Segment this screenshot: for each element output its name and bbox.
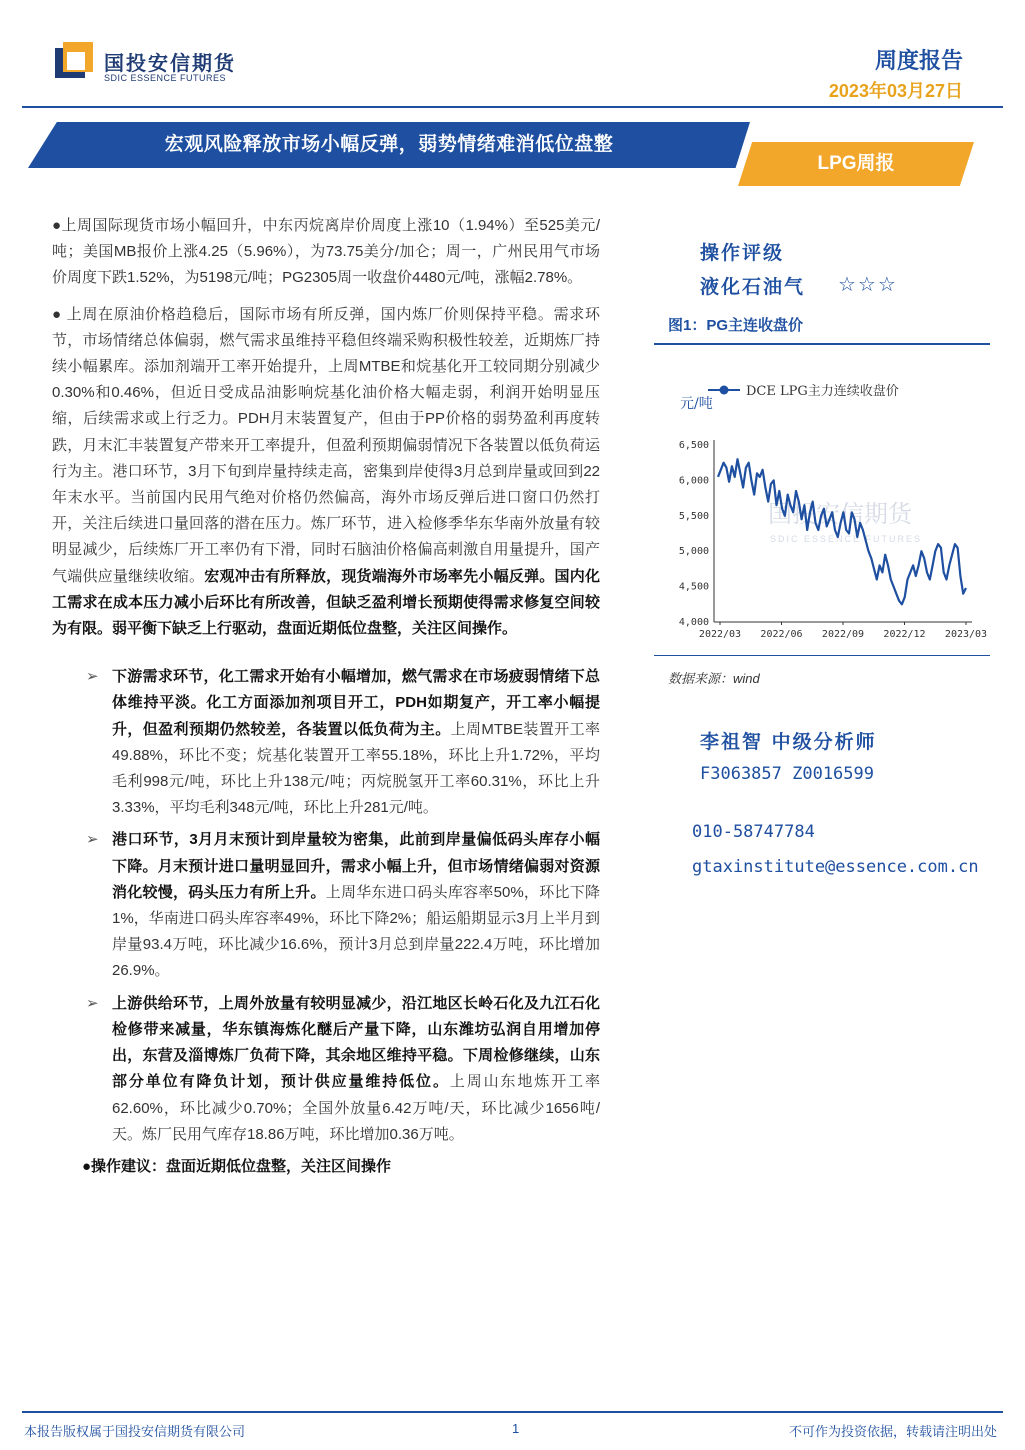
disclaimer: 不可作为投资依据，转载请注明出处 <box>788 1424 997 1439</box>
x-tick-label: 2022/12 <box>883 629 926 640</box>
series-line-lpg <box>718 459 966 604</box>
analysis-text: ● 上周在原油价格趋稳后，国际市场有所反弹，国内炼厂价则保持平稳。需求环节，市场情绪总体偏弱，燃气需求虽维持平稳但终端采购积极性较差，近期炼厂持续小幅累库。添加剂端开工率开始提升，上周MTBE和烷基化开工较同期分别减少0.30%和0.46%，但近日受成品油影响烷基化油价格大幅走弱，利润开始明显压缩，后续需求或上行乏力。PDH月末装置复产，但由于PP价格的弱势盈利再度转跌，月末汇丰装置复产带来开工率提升，但盈利预期偏弱情况下各装置以低负荷运行为主。港口环节，3月下旬到岸量持续走高，密集到岸使得3月总到岸量或回到22年末水平。当前国内民用气绝对价格仍然偏高，海外市场反弹后进口窗口仍然打开，关注后续进口量回落的潜在压力。炼厂环节，进入检修季华东华南外放量有较明显减少，后续炼厂开工率仍有下滑，同时石脑油价格偏高刺激自用量提升，国产气端供应量继续收缩。 <box>52 305 600 585</box>
contact-email: gtaxinstitute@essence.com.cn <box>692 857 979 877</box>
list-item <box>52 827 600 984</box>
summary-paragraph: ●上周国际现货市场小幅回升，中东丙烷离岸价周度上涨10（1.94%）至525美元/吨；美国MB报价上涨4.25（5.96%），为73.75美分/加仑；周一，广州民用气市场价周度下跌1.52%，为5198元/吨；PG2305周一收盘价4480元/吨，涨幅2.78%。 <box>52 217 600 287</box>
analyst-certificate: F3063857 Z0016599 <box>700 764 874 784</box>
arrow-bullet-icon: ➢ <box>86 831 99 849</box>
rating-stars-icon: ☆☆☆ <box>838 274 898 296</box>
product-name: 液化石油气 <box>700 276 806 298</box>
y-tick-label: 4,000 <box>678 617 709 628</box>
x-tick-label: 2022/06 <box>760 629 803 640</box>
y-tick-label: 5,500 <box>678 510 709 522</box>
list-item <box>52 664 600 821</box>
y-tick-label: 4,500 <box>678 581 709 593</box>
price-line-chart <box>660 370 990 650</box>
analysis-conclusion: 宏观冲击有所释放，现货端海外市场率先小幅反弹。国内化工需求在成本压力减小后环比有所改善，但缺乏盈利增长预期使得需求修复空间较为有限。弱平衡下缺乏上行驱动，盘面近期低位盘整，关注区间操作。 <box>52 567 600 638</box>
contact-phone: 010-58747784 <box>692 822 815 842</box>
data-source: 数据来源：wind <box>668 671 760 686</box>
bullet-bold-text: 下游需求环节，化工需求开始有小幅增加，燃气需求在市场疲弱情绪下总体维持平淡。化工方面添加剂项目开工，PDH如期复产，开工率小幅提升，但盈利预期仍然较差，各装置以低负荷为主。 <box>112 668 600 738</box>
operation-advice <box>52 1154 600 1180</box>
y-axis-label: 元/吨 <box>680 396 713 412</box>
x-tick-label: 2022/03 <box>698 629 742 640</box>
bullet-text: 上周MTBE装置开工率49.88%，环比不变；烷基化装置开工率55.18%，环比上升1.72%，平均毛利998元/吨，环比上升138元/吨；丙烷脱氢开工率60.31%，环比上升3.33%，平均毛利348元/吨，环比上升281元/吨。 <box>112 720 600 817</box>
main-content <box>52 213 600 1180</box>
x-tick-label: 2022/09 <box>821 629 865 640</box>
arrow-bullet-icon: ➢ <box>86 668 99 686</box>
report-title: 宏观风险释放市场小幅反弹，弱势情绪难消低位盘整 <box>164 134 614 155</box>
arrow-bullet-icon: ➢ <box>86 994 99 1012</box>
bullet-list <box>52 664 600 1148</box>
bullet-bold-text: 上游供给环节，上周外放量有较明显减少，沿江地区长岭石化及九江石化检修带来减量，华东镇海炼化醚后产量下降，山东潍坊弘润自用增加停出，东营及淄博炼厂负荷下降，其余地区维持平稳。下周检修继续，山东部分单位有降负计划，预计供应量维持低位。 <box>112 994 600 1091</box>
chart-watermark: 国投安信期货 <box>768 501 912 528</box>
operation-advice-text: ●操作建议：盘面近期低位盘整，关注区间操作 <box>82 1157 392 1175</box>
rating-title: 操作评级 <box>700 242 785 264</box>
y-tick-label: 6,500 <box>678 440 709 451</box>
bullet-text: 上周山东地炼开工率62.60%，环比减少0.70%；全国外放量6.42万吨/天，环比减少1656吨/天。炼厂民用气库存18.86万吨，环比增加0.36万吨。 <box>112 1073 600 1143</box>
copyright-notice: 本报告版权属于国投安信期货有限公司 <box>24 1424 246 1439</box>
x-tick-label: 2023/03 <box>944 629 988 640</box>
logo-name-en: SDIC ESSENCE FUTURES <box>104 73 227 83</box>
report-type: 周度报告 <box>874 48 963 73</box>
figure-title: 图1：PG主连收盘价 <box>668 317 804 334</box>
header-divider <box>22 106 1003 108</box>
figure-top-divider <box>654 343 990 345</box>
report-tag: LPG周报 <box>817 153 895 174</box>
report-date: 2023年03月27日 <box>828 81 963 101</box>
legend-marker <box>720 386 729 395</box>
y-tick-label: 6,000 <box>678 475 709 487</box>
company-logo-icon <box>55 42 95 82</box>
figure-bottom-divider <box>654 655 990 656</box>
analyst-name: 李祖智 中级分析师 <box>700 731 877 753</box>
bullet-text: 上周华东进口码头库容率50%，环比下降1%，华南进口码头库容率49%，环比下降2%；船运船期显示3月上半月到岸量93.4万吨，环比减少16.6%，预计3月总到岸量222.4万吨，环比增加26.9%。 <box>112 883 600 980</box>
bullet-bold-text: 港口环节，3月月末预计到岸量较为密集，此前到岸量偏低码头库存小幅下降。月末预计进口量明显回升，需求小幅上升，但市场情绪偏弱对资源消化较慢，码头压力有所上升。 <box>112 831 600 901</box>
y-tick-label: 5,000 <box>678 546 709 558</box>
legend-label: DCE LPG主力连续收盘价 <box>746 384 899 399</box>
list-item <box>52 991 600 1148</box>
page-number: 1 <box>512 1421 520 1436</box>
logo-name-cn: 国投安信期货 <box>104 53 236 75</box>
chart-watermark-en: SDIC ESSENCE FUTURES <box>770 534 923 544</box>
analysis-paragraph <box>52 302 600 643</box>
footer-divider <box>22 1411 1003 1413</box>
